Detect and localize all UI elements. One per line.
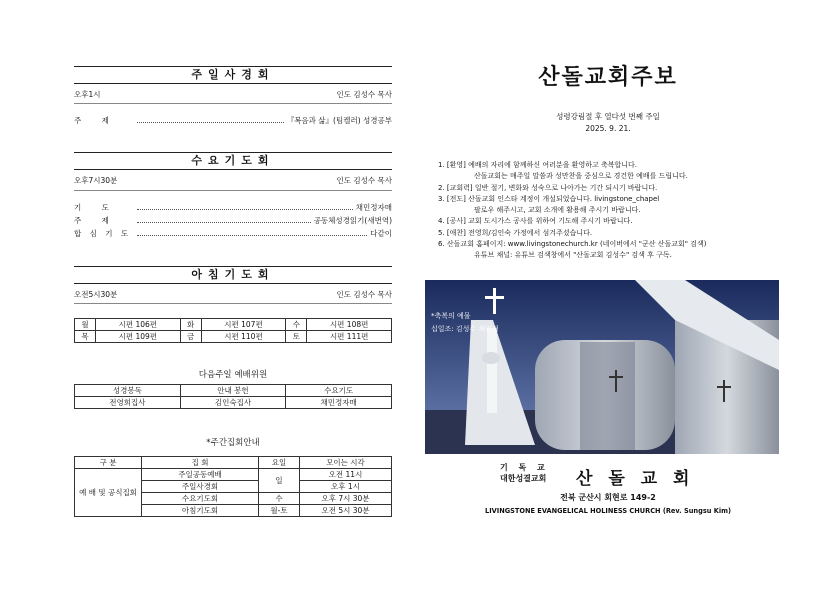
photo-caption <box>431 310 499 336</box>
wednesday-info <box>74 175 392 186</box>
table-row: 수요기도회 수 오후 7시 30분 <box>75 493 392 505</box>
notice-line: 산돌교회는 매주일 말씀과 성만찬을 중심으로 경건한 예배를 드립니다. <box>474 172 688 181</box>
divider <box>74 103 392 104</box>
notice-line: 3. [전도] 산돌교회 인스타 계정이 개설되었습니다. livingstone_chapel <box>438 194 660 203</box>
offering-title: *축복의 예물 <box>431 312 471 320</box>
next-week-title: 다음주일 예배위원 <box>198 370 268 380</box>
church-english-name: LIVINGSTONE EVANGELICAL HOLINESS CHURCH (Rev. Sungsu Kim) <box>485 507 731 515</box>
church-name: 산 돌 교 회 <box>576 469 695 489</box>
table-row: 아침기도회 월-토 오전 5시 30분 <box>75 505 392 517</box>
next-week-table <box>74 384 392 409</box>
morning-psalm-table <box>74 318 392 343</box>
wednesday-row: 기 도 채민정자매 <box>74 203 392 212</box>
church-photo <box>425 280 779 454</box>
table-row: 목 시편 109편 금 시편 110편 토 시편 111편 <box>75 331 392 343</box>
table-row: 구 분 집 회 요일 모이는 시각 <box>75 457 392 469</box>
gatherings-table <box>74 456 392 517</box>
notice-line: 1. [환영] 예배의 자리에 함께하신 여러분을 환영하고 축복합니다. <box>438 161 637 169</box>
notice-line: 2. [교회력] 일반 절기, 변화와 성숙으로 나아가는 기간 되시기 바랍니다. <box>438 183 658 192</box>
sunday-info <box>74 89 392 100</box>
gatherings-title: *주간집회안내 <box>206 438 260 448</box>
sunday-subject-label: 주 제 <box>74 116 118 125</box>
divider <box>74 303 392 304</box>
offering-body: 십일조: 김성수 채민정 <box>431 325 499 333</box>
church-denomination: 대한성결교회 <box>500 474 547 483</box>
notice-line: 4. [공사] 교회 도시가스 공사를 위하여 기도해 주시기 바랍니다. <box>438 217 633 226</box>
sunday-title: 주일사경회 <box>74 66 392 84</box>
morning-info <box>74 289 392 300</box>
sunday-subject-value: 『복음과 삶』(팀켈러) 성경공부 <box>286 116 392 125</box>
church-kigyo: 기 독 교 <box>500 463 549 472</box>
church-building-image <box>425 280 779 454</box>
wednesday-row: 주 제 공동체성경읽기(새번역) <box>74 216 392 225</box>
divider <box>74 190 392 191</box>
church-address: 전북 군산시 회현로 149-2 <box>560 493 656 502</box>
bulletin-title: 산돌교회주보 <box>538 65 678 90</box>
sunday-subject-row <box>74 115 392 126</box>
wednesday-leader: 인도 김성수 목사 <box>336 176 392 185</box>
notice-line: 5. [애찬] 전영희/김인숙 가정에서 섬겨주셨습니다. <box>438 228 593 237</box>
table-row: 전영희집사 김인숙집사 채민정자매 <box>75 397 392 409</box>
wednesday-time: 오후7시30분 <box>74 176 118 185</box>
morning-time: 오전5시30분 <box>74 290 118 299</box>
table-row: 성경봉독 안내 봉헌 수요기도 <box>75 385 392 397</box>
table-row: 주일사경회 오후 1시 <box>75 481 392 493</box>
bulletin-date: 2025. 9. 21. <box>585 124 631 133</box>
sunday-leader: 인도 김성수 목사 <box>336 90 392 99</box>
table-row: 예 배 및 공식집회 주일공동예배 일 오전 11시 <box>75 469 392 481</box>
notice-line: 팔로우 해주시고, 교회 소개에 활용해 주시기 바랍니다. <box>474 206 641 215</box>
table-row: 월 시편 106편 화 시편 107편 수 시편 108편 <box>75 319 392 331</box>
morning-title: 아침기도회 <box>74 266 392 284</box>
notice-line: 6. 산돌교회 홈페이지: www.livingstonechurch.kr (네이버에서 "군산 산돌교회" 검색) <box>438 240 707 249</box>
sunday-time: 오후1시 <box>74 90 101 99</box>
wednesday-title: 수요기도회 <box>74 152 392 170</box>
notice-line: 유튜브 채널: 유튜브 검색창에서 "산돌교회 김성수" 검색 후 구독. <box>474 251 672 260</box>
bulletin-subtitle: 성령강림절 후 열다섯 번째 주일 <box>556 112 660 121</box>
notices <box>438 160 778 262</box>
wednesday-row: 합 심 기 도 다같이 <box>74 229 392 238</box>
gatherings-category: 예 배 및 공식집회 <box>75 469 142 517</box>
morning-leader: 인도 김성수 목사 <box>336 290 392 299</box>
